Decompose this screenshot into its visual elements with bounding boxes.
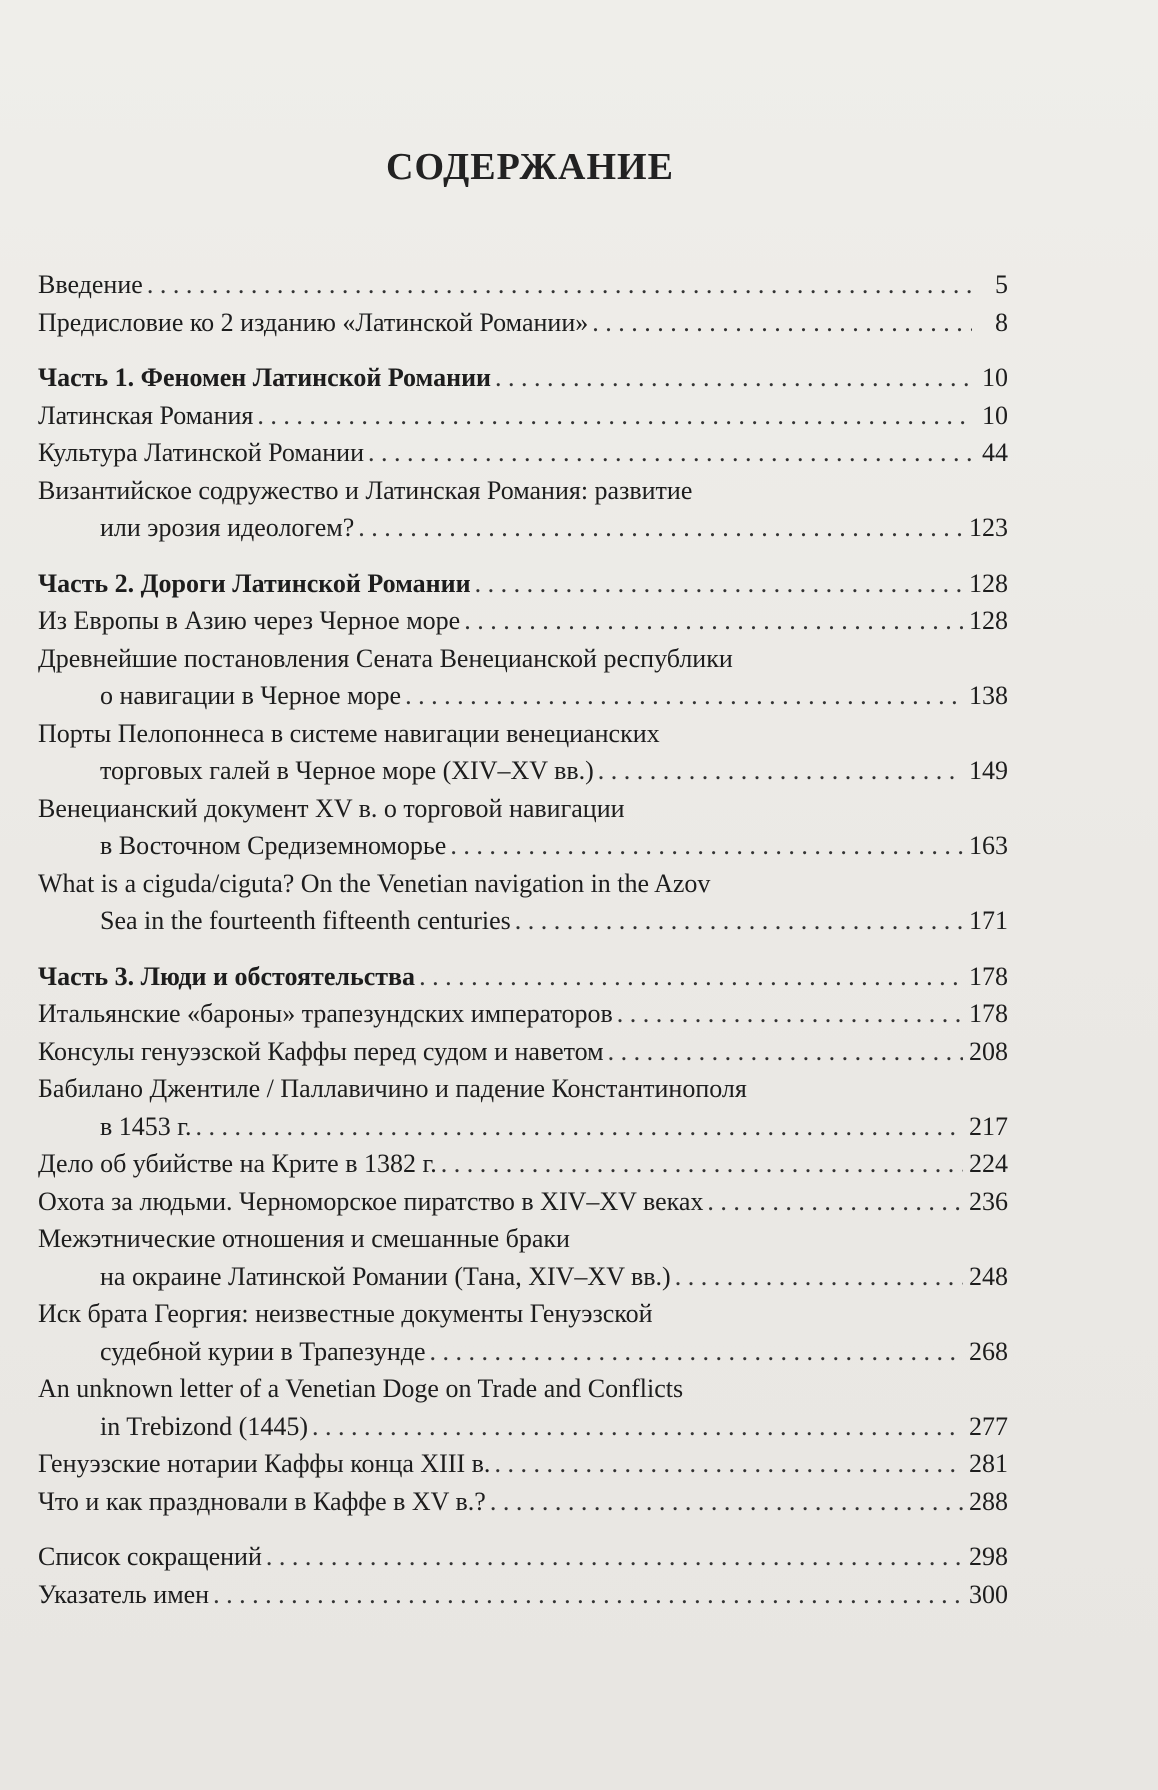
toc-entry [38,266,1008,304]
toc-entry-title: What is a ciguda/ciguta? On the Venetian navigation in the Azov [38,868,711,898]
toc-entry-title-continued: в Восточном Средиземноморье [100,831,447,860]
toc-entry-continuation [38,1108,1008,1146]
table-of-contents [38,266,1008,1613]
toc-entry [38,397,1008,435]
toc-entry-continuation [38,827,1008,865]
toc-entry-title: Итальянские «бароны» трапезундских императоров [38,999,613,1028]
toc-entry-title-continued: о навигации в Черное море [100,681,402,710]
toc-entry-title: Охота за людьми. Черноморское пиратство в XIV–XV веках [38,1186,704,1216]
toc-entry-title: Бабилано Джентиле / Паллавичино и падение Константинополя [38,1074,747,1103]
toc-entry-title: Часть 2. Дороги Латинской Романии [38,568,471,598]
toc-entry-page: 44 [982,438,1008,467]
toc-entry-continuation [38,509,1008,547]
toc-entry-page: 178 [969,999,1008,1028]
toc-entry-page: 10 [982,363,1008,392]
toc-entry-title-continued: на окраине Латинской Романии (Тана, XIV–XV вв.) [100,1261,671,1291]
toc-entry-title: Предисловие ко 2 изданию «Латинской Романии» [38,307,589,337]
toc-entry [38,602,1008,640]
dot-leader [464,602,963,640]
toc-entry-page: 10 [982,400,1008,430]
dot-leader [147,266,972,304]
toc-entry-page: 163 [969,831,1008,860]
toc-entry-page: 128 [969,606,1008,635]
toc-entry-title: Часть 3. Люди и обстоятельства [38,961,416,991]
toc-entry-title: Генуэзские нотарии Каффы конца XIII в. [38,1449,491,1478]
dot-leader [196,1108,963,1146]
toc-entry-title: Латинская Романия [38,400,254,430]
toc-entry-continuation [38,902,1008,940]
toc-entry [38,1183,1008,1221]
dot-leader [490,1483,963,1521]
toc-entry [38,865,1008,903]
toc-entry-page: 178 [969,961,1008,991]
toc-entry-page: 281 [969,1449,1008,1478]
toc-entry-page: 8 [995,307,1008,337]
toc-entry-title: Введение [38,270,143,299]
dot-leader [608,1033,963,1071]
dot-leader [358,509,963,547]
toc-entry [38,1070,1008,1108]
dot-leader [617,995,963,1033]
toc-entry-title-continued: судебной курии в Трапезунде [100,1336,426,1366]
dot-leader [405,677,963,715]
toc-entry-continuation [38,1408,1008,1446]
toc-entry-page: 268 [969,1336,1008,1366]
toc-entry [38,995,1008,1033]
toc-entry [38,1033,1008,1071]
dot-leader [213,1576,963,1614]
toc-entry [38,1538,1008,1576]
dot-leader [495,359,972,397]
toc-entry-title: Список сокращений [38,1542,262,1571]
dot-leader [266,1538,963,1576]
toc-part-heading [38,359,1008,397]
toc-entry-title: Иск брата Георгия: неизвестные документы Генуэзской [38,1299,653,1328]
toc-entry-continuation [38,1258,1008,1296]
toc-entry-title: Что и как праздновали в Каффе в XV в.? [38,1486,486,1516]
toc-part-heading [38,958,1008,996]
dot-leader [675,1258,963,1296]
toc-entry-page: 138 [969,681,1008,710]
toc-entry-title: Венецианский документ XV в. о торговой навигации [38,793,625,823]
page-title: СОДЕРЖАНИЕ [386,146,674,188]
toc-entry-page: 236 [969,1186,1008,1216]
toc-entry-title: Из Европы в Азию через Черное море [38,606,461,635]
dot-leader [707,1183,963,1221]
dot-leader [419,958,963,996]
toc-entry-title-continued: торговых галей в Черное море (XIV–XV вв.) [100,756,594,785]
toc-entry-page: 277 [969,1411,1008,1441]
dot-leader [598,752,963,790]
toc-entry-page: 217 [969,1111,1008,1141]
toc-entry [38,1445,1008,1483]
toc-entry-title: Культура Латинской Романии [38,438,364,467]
toc-entry [38,472,1008,510]
toc-entry-title: Древнейшие постановления Сената Венецианской республики [38,643,733,673]
toc-entry-page: 248 [969,1261,1008,1291]
dot-leader [257,397,972,435]
toc-entry-page: 149 [969,756,1008,785]
dot-leader [494,1445,963,1483]
toc-entry [38,1220,1008,1258]
toc-entry-title-continued: или эрозия идеологем? [100,513,355,542]
toc-entry-title: Указатель имен [38,1579,210,1609]
toc-entry [38,640,1008,678]
toc-entry-continuation [38,1333,1008,1371]
toc-entry [38,715,1008,753]
toc-entry-title-continued: Sea in the fourteenth fifteenth centuries [100,906,511,935]
toc-entry-page: 298 [969,1542,1008,1571]
toc-entry [38,1483,1008,1521]
toc-entry-title-continued: in Trebizond (1445) [100,1411,308,1441]
toc-entry-continuation [38,677,1008,715]
toc-entry-page: 300 [969,1579,1008,1609]
toc-entry-page: 5 [995,270,1008,299]
toc-entry-page: 123 [969,513,1008,542]
toc-entry-title: Порты Пелопоннеса в системе навигации венецианских [38,718,660,748]
toc-entry-title: Консулы генуэзской Каффы перед судом и наветом [38,1036,604,1066]
toc-entry [38,1576,1008,1614]
toc-entry-page: 288 [969,1486,1008,1516]
toc-entry [38,1145,1008,1183]
toc-entry [38,304,1008,342]
toc-entry-page: 208 [969,1036,1008,1066]
toc-entry-page: 171 [969,906,1008,935]
toc-entry-title: Дело об убийстве на Крите в 1382 г. [38,1149,437,1178]
toc-entry-continuation [38,752,1008,790]
dot-leader [430,1333,963,1371]
toc-entry-title: Византийское содружество и Латинская Романия: развитие [38,475,693,505]
toc-entry [38,1370,1008,1408]
toc-entry [38,790,1008,828]
dot-leader [450,827,963,865]
toc-entry-title: An unknown letter of a Venetian Doge on Trade and Conflicts [38,1374,684,1403]
dot-leader [441,1145,963,1183]
dot-leader [368,434,972,472]
dot-leader [515,902,963,940]
toc-entry-page: 128 [969,568,1008,598]
toc-entry [38,434,1008,472]
toc-entry-title: Часть 1. Феномен Латинской Романии [38,363,492,392]
toc-entry-title-continued: в 1453 г. [100,1111,192,1141]
toc-entry-page: 224 [969,1149,1008,1178]
toc-entry [38,1295,1008,1333]
dot-leader [312,1408,963,1446]
toc-entry-title: Межэтнические отношения и смешанные браки [38,1224,570,1253]
toc-part-heading [38,565,1008,603]
dot-leader [592,304,972,342]
dot-leader [475,565,963,603]
